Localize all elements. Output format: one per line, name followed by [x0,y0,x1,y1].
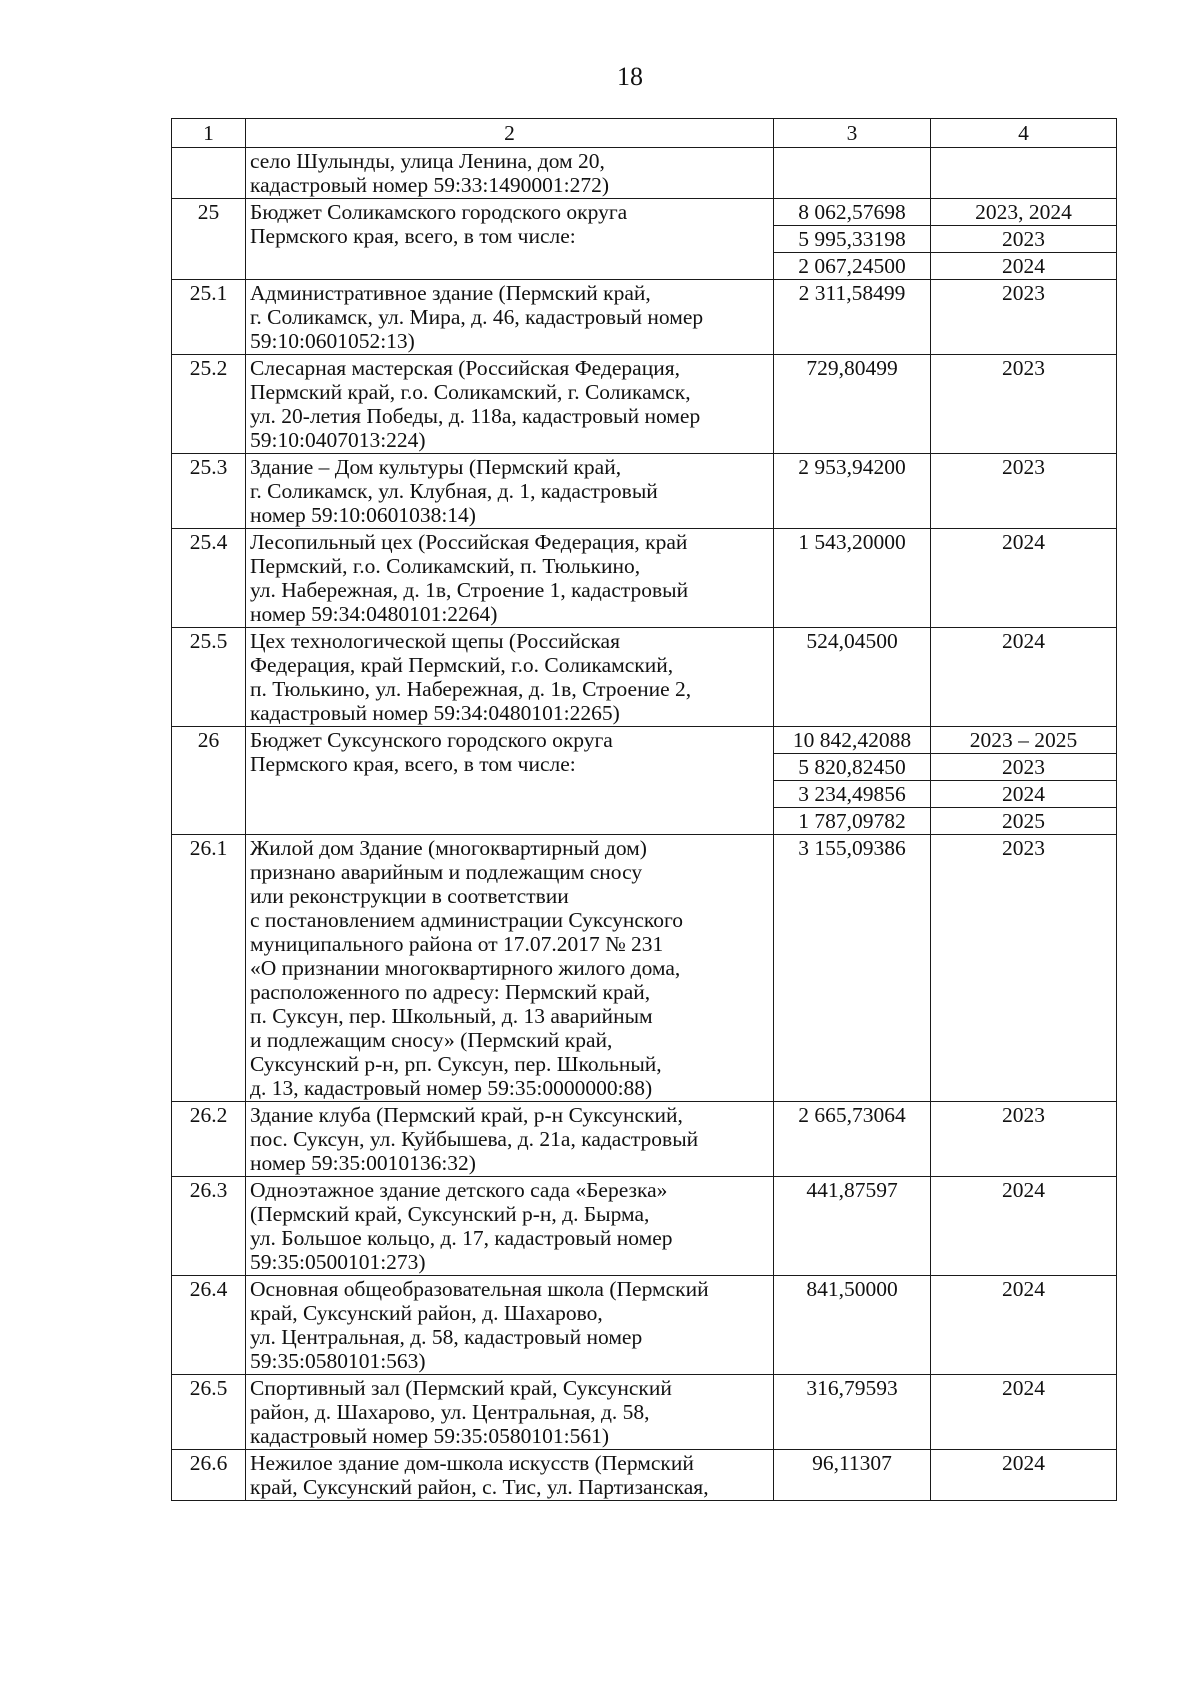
column-header-3: 3 [774,119,931,148]
row-amount: 2 953,94200 [774,454,931,529]
row-number [172,148,246,199]
row-amount: 3 234,49856 [774,781,931,808]
row-year [931,148,1117,199]
row-number: 25.5 [172,628,246,727]
page-number: 18 [617,62,643,91]
row-amount: 524,04500 [774,628,931,727]
row-amount: 2 311,58499 [774,280,931,355]
row-year: 2024 [931,628,1117,727]
row-description: Цех технологической щепы (Российская Федерация, край Пермский, г.о. Соликамский, п. Тюлькино, ул. Набережная, д. 1в, Строение 2, кадастровый номер 59:34:0480101:2265) [246,628,774,727]
row-number: 26.6 [172,1450,246,1501]
row-number: 26.1 [172,835,246,1102]
row-description: Основная общеобразовательная школа (Пермский край, Суксунский район, д. Шахарово, ул. Центральная, д. 58, кадастровый номер 59:35:0580101:563) [246,1276,774,1375]
table-row [172,454,1117,529]
table-body [172,148,1117,1501]
row-amount: 2 067,24500 [774,253,931,280]
row-year: 2023 [931,754,1117,781]
budget-table [171,118,1117,1501]
row-number: 25.3 [172,454,246,529]
row-description: Спортивный зал (Пермский край, Суксунский район, д. Шахарово, ул. Центральная, д. 58, кадастровый номер 59:35:0580101:561) [246,1375,774,1450]
table-row [172,628,1117,727]
row-description: село Шулынды, улица Ленина, дом 20, кадастровый номер 59:33:1490001:272) [246,148,774,199]
row-description: Здание – Дом культуры (Пермский край, г. Соликамск, ул. Клубная, д. 1, кадастровый номер 59:10:0601038:14) [246,454,774,529]
table-row [172,727,1117,754]
column-header-4: 4 [931,119,1117,148]
row-year: 2023 [931,355,1117,454]
row-number: 25 [172,199,246,280]
row-year: 2024 [931,253,1117,280]
row-description: Здание клуба (Пермский край, р-н Суксунский, пос. Суксун, ул. Куйбышева, д. 21а, кадастровый номер 59:35:0010136:32) [246,1102,774,1177]
row-amount: 2 665,73064 [774,1102,931,1177]
row-year: 2024 [931,1375,1117,1450]
row-description: Жилой дом Здание (многоквартирный дом) признано аварийным и подлежащим сносу или реконструкции в соответствии с постановлением администрации Суксунского муниципального района от 17.07.2017 № 231 «О признании многоквартирного жилого дома, расположенного по адресу: Пермский край, п. Суксун, пер. Школьный, д. 13 аварийным и подлежащим сносу» (Пермский край, Суксунский р-н, рп. Суксун, пер. Школьный, д. 13, кадастровый номер 59:35:0000000:88) [246,835,774,1102]
row-amount: 8 062,57698 [774,199,931,226]
row-description: Бюджет Соликамского городского округа Пермского края, всего, в том числе: [246,199,774,280]
row-year: 2023 [931,1102,1117,1177]
row-amount: 96,11307 [774,1450,931,1501]
row-number: 26 [172,727,246,835]
table-header-row [172,119,1117,148]
table-row [172,1375,1117,1450]
row-amount: 5 995,33198 [774,226,931,253]
row-amount: 10 842,42088 [774,727,931,754]
row-amount: 1 787,09782 [774,808,931,835]
row-number: 26.5 [172,1375,246,1450]
table-row [172,1177,1117,1276]
row-description: Слесарная мастерская (Российская Федерация, Пермский край, г.о. Соликамский, г. Соликамск, ул. 20-летия Победы, д. 118а, кадастровый номер 59:10:0407013:224) [246,355,774,454]
row-amount: 3 155,09386 [774,835,931,1102]
table-row [172,148,1117,199]
row-amount: 1 543,20000 [774,529,931,628]
row-description: Нежилое здание дом-школа искусств (Пермский край, Суксунский район, с. Тис, ул. Партизанская, [246,1450,774,1501]
row-description: Лесопильный цех (Российская Федерация, край Пермский, г.о. Соликамский, п. Тюлькино, ул. Набережная, д. 1в, Строение 1, кадастровый номер 59:34:0480101:2264) [246,529,774,628]
row-number: 26.3 [172,1177,246,1276]
row-description: Бюджет Суксунского городского округа Пермского края, всего, в том числе: [246,727,774,835]
row-amount: 441,87597 [774,1177,931,1276]
table-row [172,199,1117,226]
table-row [172,280,1117,355]
row-year: 2024 [931,1276,1117,1375]
row-year: 2023, 2024 [931,199,1117,226]
row-number: 25.2 [172,355,246,454]
row-year: 2025 [931,808,1117,835]
row-description: Административное здание (Пермский край, г. Соликамск, ул. Мира, д. 46, кадастровый номер 59:10:0601052:13) [246,280,774,355]
row-year: 2024 [931,1450,1117,1501]
table-row [172,1102,1117,1177]
row-amount [774,148,931,199]
table-row [172,1276,1117,1375]
row-amount: 729,80499 [774,355,931,454]
row-number: 26.4 [172,1276,246,1375]
column-header-1: 1 [172,119,246,148]
table-row [172,835,1117,1102]
row-year: 2023 [931,835,1117,1102]
row-number: 25.1 [172,280,246,355]
row-year: 2023 [931,280,1117,355]
row-year: 2023 [931,454,1117,529]
row-description: Одноэтажное здание детского сада «Березка» (Пермский край, Суксунский р-н, д. Бырма, ул. Большое кольцо, д. 17, кадастровый номер 59:35:0500101:273) [246,1177,774,1276]
row-amount: 316,79593 [774,1375,931,1450]
row-amount: 841,50000 [774,1276,931,1375]
column-header-2: 2 [246,119,774,148]
row-year: 2023 – 2025 [931,727,1117,754]
row-year: 2024 [931,781,1117,808]
table-row [172,355,1117,454]
row-year: 2024 [931,1177,1117,1276]
row-number: 25.4 [172,529,246,628]
row-year: 2024 [931,529,1117,628]
row-number: 26.2 [172,1102,246,1177]
table-row [172,529,1117,628]
table-row [172,1450,1117,1501]
row-amount: 5 820,82450 [774,754,931,781]
row-year: 2023 [931,226,1117,253]
